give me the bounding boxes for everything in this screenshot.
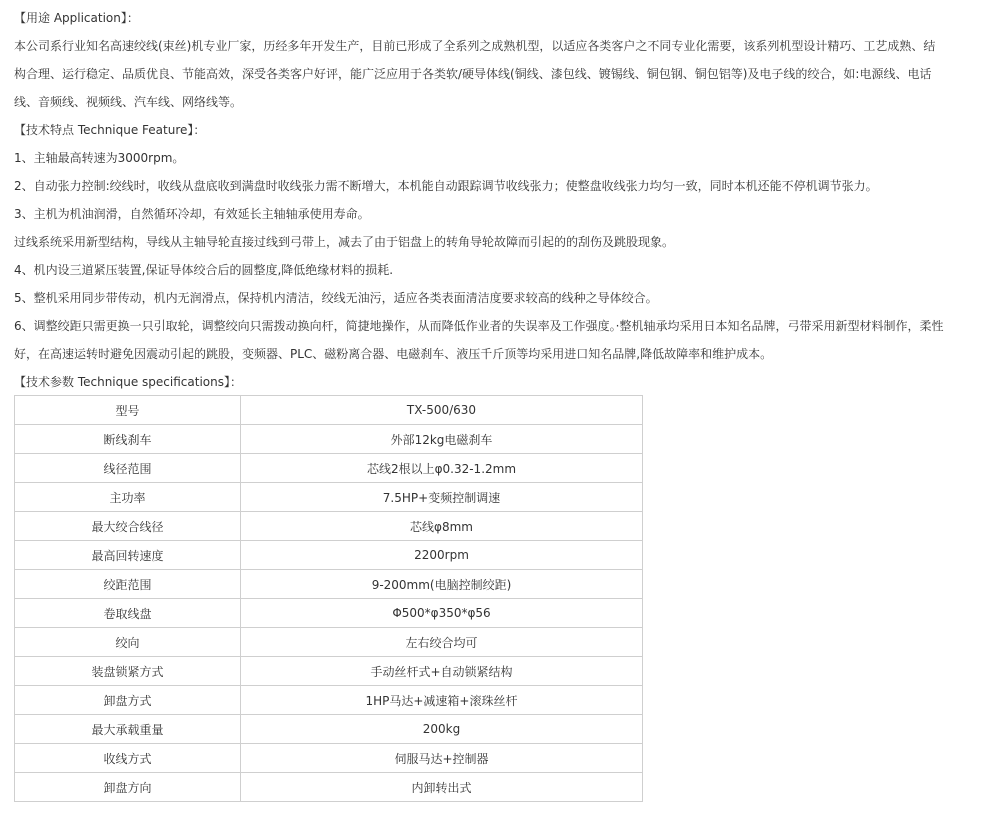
spec-table (14, 395, 643, 802)
feature-item-3-detail: 过线系统采用新型结构，导线从主轴导轮直接过线到弓带上，减去了由于铝盘上的转角导轮故障而引起的的刮伤及跳股现象。 (14, 235, 675, 249)
spec-value: 7.5HP+变频控制调速 (241, 483, 643, 512)
feature-item-1: 1、主轴最高转速为3000rpm。 (14, 151, 185, 165)
spec-value: TX-500/630 (241, 396, 643, 425)
feature-item-3: 3、主机为机油润滑，自然循环冷却，有效延长主轴轴承使用寿命。 (14, 207, 370, 221)
table-row (15, 744, 643, 773)
spec-value: 左右绞合均可 (241, 628, 643, 657)
spec-value: 内卸转出式 (241, 773, 643, 802)
spec-value: 芯线2根以上φ0.32-1.2mm (241, 454, 643, 483)
spec-value: 9-200mm(电脑控制绞距) (241, 570, 643, 599)
spec-value: 2200rpm (241, 541, 643, 570)
spec-label: 收线方式 (15, 744, 241, 773)
spec-label: 最大承载重量 (15, 715, 241, 744)
spec-label: 最高回转速度 (15, 541, 241, 570)
spec-value: 1HP马达+减速箱+滚珠丝杆 (241, 686, 643, 715)
table-row (15, 657, 643, 686)
table-row (15, 570, 643, 599)
spec-label: 装盘锁紧方式 (15, 657, 241, 686)
spec-label: 断线刹车 (15, 425, 241, 454)
table-row (15, 425, 643, 454)
specs-heading: 【技术参数 Technique specifications】： (14, 375, 242, 389)
spec-value: Φ500*φ350*φ56 (241, 599, 643, 628)
spec-label: 卸盘方向 (15, 773, 241, 802)
feature-item-4: 4、机内设三道紧压装置,保证导体绞合后的圆整度,降低绝缘材料的损耗. (14, 263, 394, 277)
spec-value: 伺服马达+控制器 (241, 744, 643, 773)
feature-item-2: 2、自动张力控制:绞线时，收线从盘底收到满盘时收线张力需不断增大，本机能自动跟踪调节收线张力；使整盘收线张力均匀一致，同时本机还能不停机调节张力。 (14, 179, 878, 193)
table-row (15, 686, 643, 715)
spec-label: 型号 (15, 396, 241, 425)
table-row (15, 483, 643, 512)
table-row (15, 454, 643, 483)
spec-label: 卸盘方式 (15, 686, 241, 715)
table-row (15, 396, 643, 425)
spec-label: 绞向 (15, 628, 241, 657)
spec-label: 绞距范围 (15, 570, 241, 599)
feature-item-5: 5、整机采用同步带传动，机内无润滑点，保持机内清洁，绞线无油污，适应各类表面清洁度要求较高的线种之导体绞合。 (14, 291, 658, 305)
table-row (15, 599, 643, 628)
table-row (15, 628, 643, 657)
spec-label: 卷取线盘 (15, 599, 241, 628)
table-row (15, 715, 643, 744)
spec-value: 200kg (241, 715, 643, 744)
spec-label: 最大绞合线径 (15, 512, 241, 541)
spec-label: 主功率 (15, 483, 241, 512)
application-heading: 【用途 Application】： (14, 11, 139, 25)
table-row (15, 541, 643, 570)
table-row (15, 512, 643, 541)
spec-value: 外部12kg电磁刹车 (241, 425, 643, 454)
spec-value: 芯线φ8mm (241, 512, 643, 541)
feature-item-6: 6、调整绞距只需更换一只引取轮，调整绞向只需拨动换向杆，简捷地操作，从而降低作业者的失误率及工作强度。·整机轴承均采用日本知名品牌，弓带采用新型材料制作，柔性好，在高速运转时避免因震动引起的跳股，变频器、PLC、磁粉离合器、电磁刹车、液压千斤顶等均采用进口知名品牌,降低故障率和维护成本。 (14, 319, 944, 361)
features-heading: 【技术特点 Technique Feature】： (14, 123, 206, 137)
application-paragraph: 本公司系行业知名高速绞线(束丝)机专业厂家，历经多年开发生产，目前已形成了全系列之成熟机型，以适应各类客户之不同专业化需要，该系列机型设计精巧、工艺成熟、结构合理、运行稳定、品质优良、节能高效，深受各类客户好评，能广泛应用于各类软/硬导体线(铜线、漆包线、镀锡线、铜包钢、铜包铝等)及电子线的绞合，如:电源线、电话线、音频线、视频线、汽车线、网络线等。 (14, 39, 936, 109)
spec-value: 手动丝杆式+自动锁紧结构 (241, 657, 643, 686)
table-row (15, 773, 643, 802)
spec-label: 线径范围 (15, 454, 241, 483)
